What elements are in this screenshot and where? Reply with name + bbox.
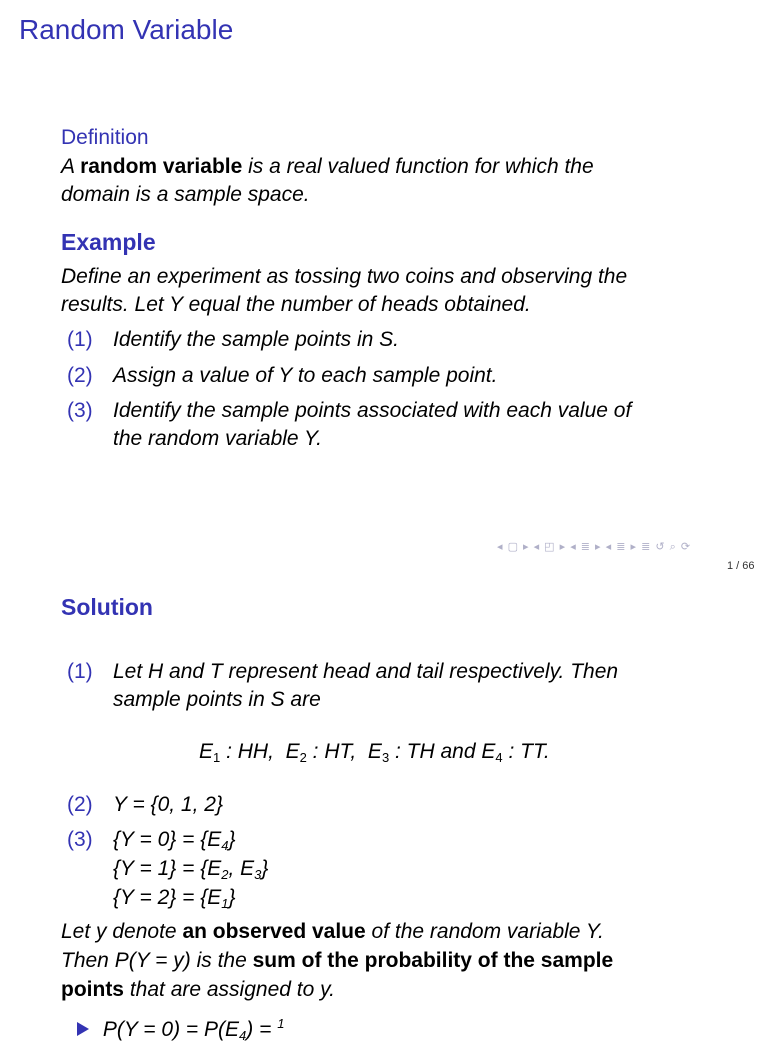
list-item: (2) Assign a value of Y to each sample point. [67,364,498,387]
list-item: (3) Identify the sample points associated with each value of [67,399,632,422]
list-item: (1) Identify the sample points in S. [67,328,399,351]
example-line-1: Define an experiment as tossing two coins and observing the [61,265,628,288]
bullet-item: $P(Y = 0) = P(E_4) = ^1$ [77,1010,284,1044]
page-number: 1 / 66 [727,560,755,572]
observed-value-line-3: points that are assigned to y. [61,978,335,1001]
observed-value-line-1: Let y denote an observed value of the random variable Y. [61,920,604,943]
definition-line-2: domain is a sample space. [61,183,310,206]
observed-value-line-2: Then P(Y = y) is the sum of the probability of the sample [61,949,614,972]
definition-label: Definition [61,126,149,149]
solution-item-1-continuation: sample points in S are [113,688,321,711]
beamer-navigation-bar[interactable]: ◂ ▢ ▸ ◂ ◰ ▸ ◂ ≣ ▸ ◂ ≣ ▸ ≣ ↺ ⌕ ⟳ [497,541,692,553]
example-label: Example [61,229,156,255]
solution-item-3: (3) $\{Y = 0\} = \{E_4\}$ [67,828,236,853]
example-line-2: results. Let Y equal the number of heads obtained. [61,293,531,316]
solution-item-1: (1) Let H and T represent head and tail respectively. Then [67,660,619,683]
triangle-bullet-icon [77,1022,89,1036]
definition-line-1: A random variable is a real valued function for which the [61,155,594,178]
sample-points-equation: $E_1$ : HH, $E_2$ : HT, $E_3$ : TH and $E_4$ : TT. [199,740,550,765]
slide-title: Random Variable [19,14,234,45]
solution-label: Solution [61,594,153,620]
definition-term: random variable [80,155,243,178]
solution-item-3-line-3: $\{Y = 2\} = \{E_1\}$ [113,886,236,911]
solution-item-2: (2) Y = {0, 1, 2} [67,793,223,816]
list-item-continuation: the random variable Y. [113,427,322,450]
solution-item-3-line-2: $\{Y = 1\} = \{E_2$, $E_3$} [113,857,269,882]
